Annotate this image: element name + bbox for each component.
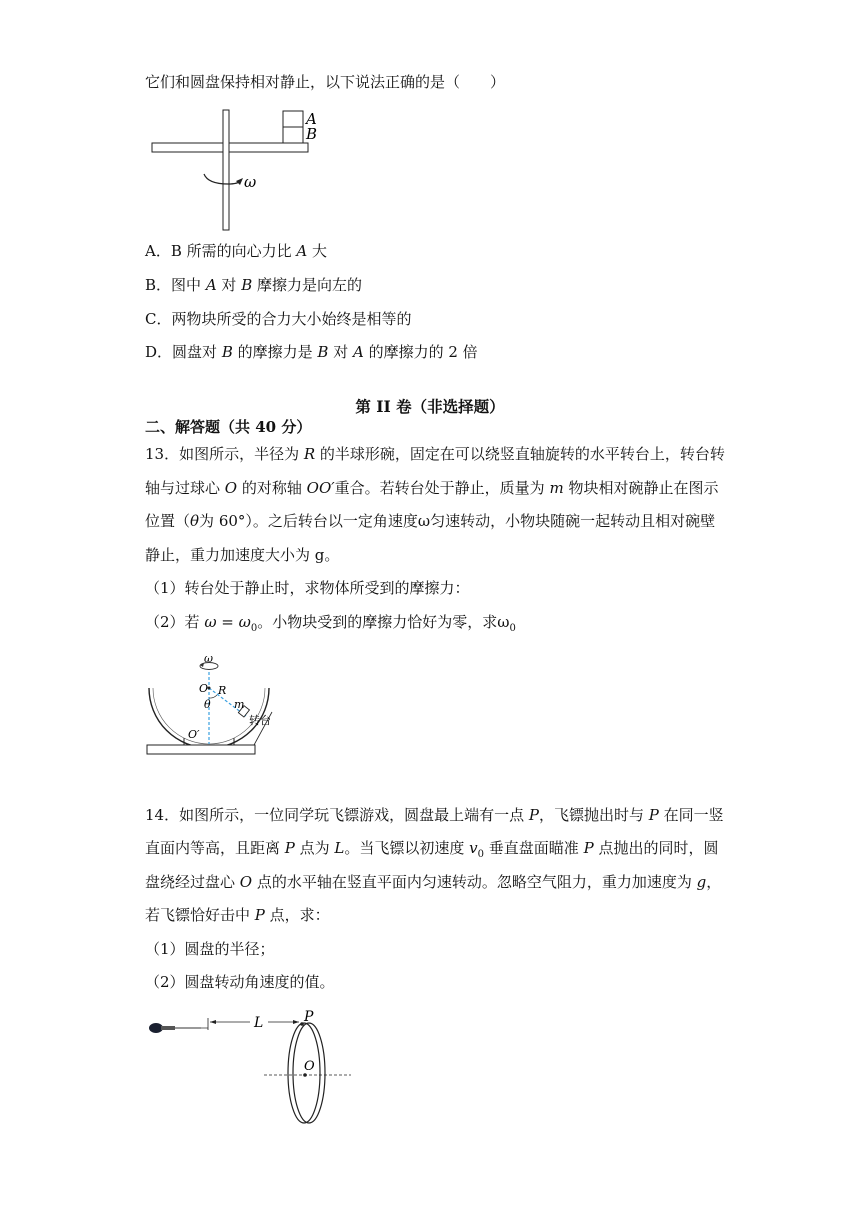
label-a: A xyxy=(306,110,317,128)
q13-sub-1: （1）转台处于静止时，求物体所受到的摩擦力： xyxy=(145,579,470,597)
q14-line-2: 直面内等高，且距离 P 点为 L。当飞镖以初速度 $v_0$ 垂直盘面瞄准 P 点抛出的同时，圆 xyxy=(145,839,719,860)
q14-sub-1: （1）圆盘的半径； xyxy=(145,940,275,958)
q14-figure xyxy=(146,1009,356,1124)
section-title: 第 II 卷（非选择题） xyxy=(355,397,505,416)
label-omega: ω xyxy=(244,173,257,191)
rotation-arrow-icon xyxy=(204,174,240,184)
block-b xyxy=(283,127,303,143)
q12-figure xyxy=(148,106,328,234)
q12-option-b: B．图中 A 对 B 摩擦力是向左的 xyxy=(145,276,363,294)
q12-option-c: C．两物块所受的合力大小始终是相等的 xyxy=(145,310,412,328)
fig13-turntable: 转台 xyxy=(249,714,271,727)
q14-line-1: 14．如图所示，一位同学玩飞镖游戏，圆盘最上端有一点 P，飞镖抛出时与 P 在同一竖 xyxy=(145,806,724,824)
q14-sub-2: （2）圆盘转动角速度的值。 xyxy=(145,973,335,991)
q12-option-d: D．圆盘对 B 的摩擦力是 B 对 A 的摩擦力的 2 倍 xyxy=(145,343,478,361)
q13-sub-2: （2）若 $\omega = \omega_0$。小物块受到的摩擦力恰好为零，求$\omega_0$ xyxy=(145,613,516,634)
q13-line-1: 13．如图所示，半径为 R 的半球形碗，固定在可以绕竖直轴旋转的水平转台上，转台转 xyxy=(145,445,725,463)
q14-line-3: 盘绕经过盘心 O 点的水平轴在竖直平面内匀速转动。忽略空气阻力，重力加速度为 g， xyxy=(145,873,722,891)
fig13-omega: ω xyxy=(204,652,213,665)
fig14-o: O xyxy=(304,1059,315,1074)
label-b: B xyxy=(306,125,318,143)
q12-stem: 它们和圆盘保持相对静止，以下说法正确的是（ ） xyxy=(145,73,506,91)
q13-line-2: 轴与过球心 O 的对称轴 OO′重合。若转台处于静止，质量为 m 物块相对碗静止在图示 xyxy=(145,479,719,497)
q14-line-4: 若飞镖恰好击中 P 点，求： xyxy=(145,906,330,924)
section-heading: 二、解答题（共 40 分） xyxy=(145,418,312,436)
dart-icon xyxy=(149,1023,208,1033)
q12-option-a: A．B 所需的向心力比 A 大 xyxy=(145,242,328,260)
turntable-shape xyxy=(147,745,255,754)
fig13-theta: θ xyxy=(204,698,211,711)
fig13-o: O xyxy=(199,682,209,695)
q13-line-3: 位置（θ为 60°）。之后转台以一定角速度ω匀速转动，小物块随碗一起转动且相对碗壁 xyxy=(145,512,716,530)
q13-line-4: 静止，重力加速度大小为 g。 xyxy=(145,546,340,564)
axle-shape xyxy=(223,110,229,230)
fig14-l: L xyxy=(254,1015,264,1031)
fig14-p: P xyxy=(304,1009,314,1025)
fig13-m: m xyxy=(234,698,245,711)
block-a xyxy=(283,111,303,127)
disc-shape xyxy=(152,143,308,152)
fig13-o-prime: O′ xyxy=(188,728,200,741)
q13-figure xyxy=(144,652,294,760)
fig13-r: R xyxy=(218,684,227,697)
